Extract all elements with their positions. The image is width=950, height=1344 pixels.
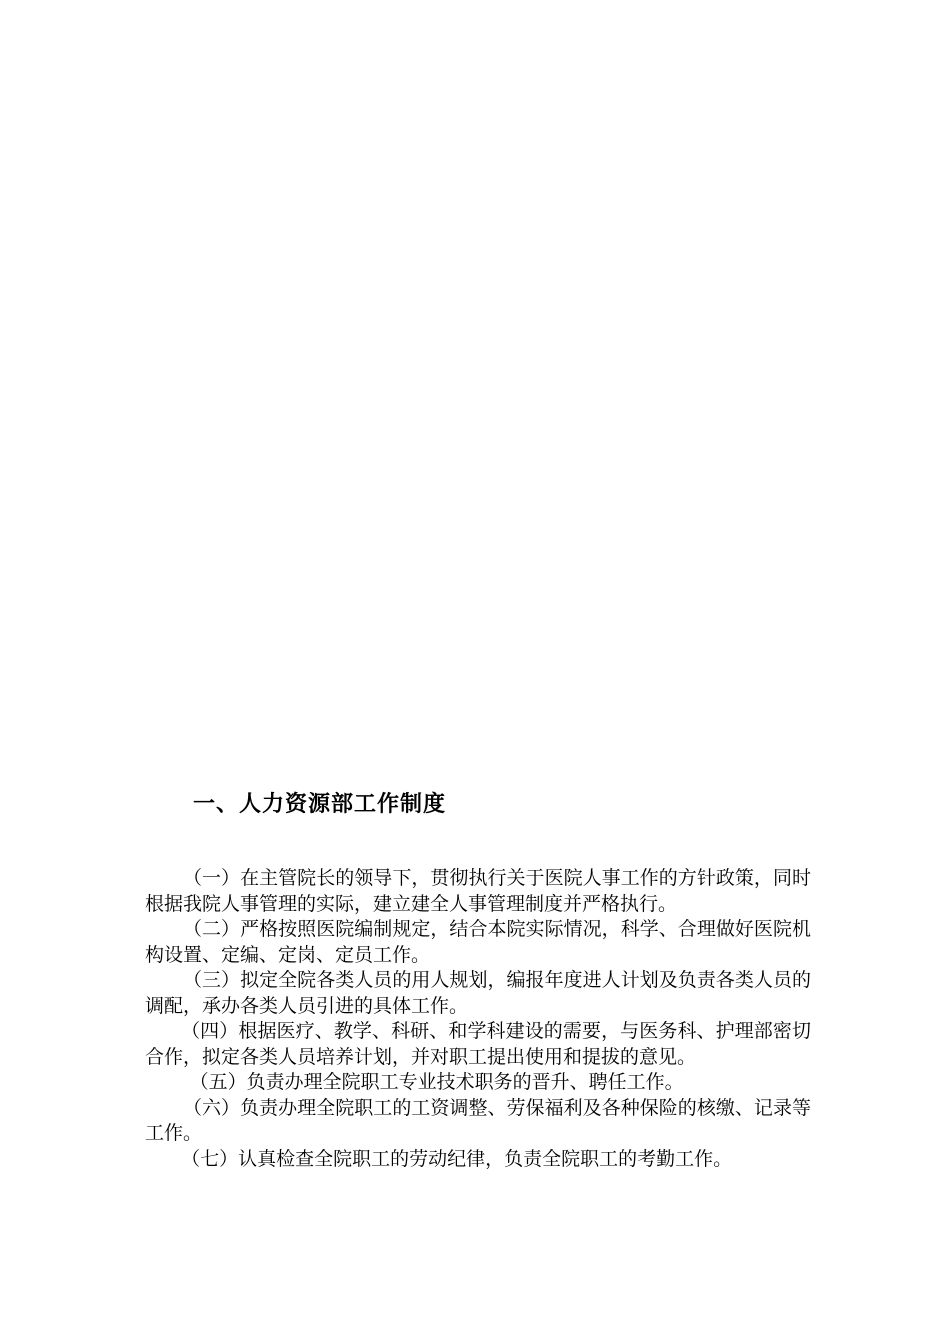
paragraph-3: （三）拟定全院各类人员的用人规划，编报年度进人计划及负责各类人员的调配，承办各类人员引进的具体工作。 xyxy=(145,969,811,1017)
paragraph-4: （四）根据医疗、教学、科研、和学科建设的需要，与医务科、护理部密切合作，拟定各类人员培养计划，并对职工提出使用和提拔的意见。 xyxy=(145,1020,811,1068)
paragraph-2: （二）严格按照医院编制规定，结合本院实际情况，科学、合理做好医院机构设置、定编、定岗、定员工作。 xyxy=(145,918,811,966)
paragraph-1: （一）在主管院长的领导下，贯彻执行关于医院人事工作的方针政策，同时根据我院人事管理的实际，建立建全人事管理制度并严格执行。 xyxy=(145,867,811,915)
paragraph-7: （七）认真检查全院职工的劳动纪律，负责全院职工的考勤工作。 xyxy=(181,1147,733,1170)
paragraph-6: （六）负责办理全院职工的工资调整、劳保福利及各种保险的核缴、记录等工作。 xyxy=(145,1096,811,1144)
section-heading: 一、人力资源部工作制度 xyxy=(193,792,447,817)
document-body xyxy=(145,866,811,1172)
paragraph-5: （五）负责办理全院职工专业技术职务的晋升、聘任工作。 xyxy=(189,1071,684,1093)
